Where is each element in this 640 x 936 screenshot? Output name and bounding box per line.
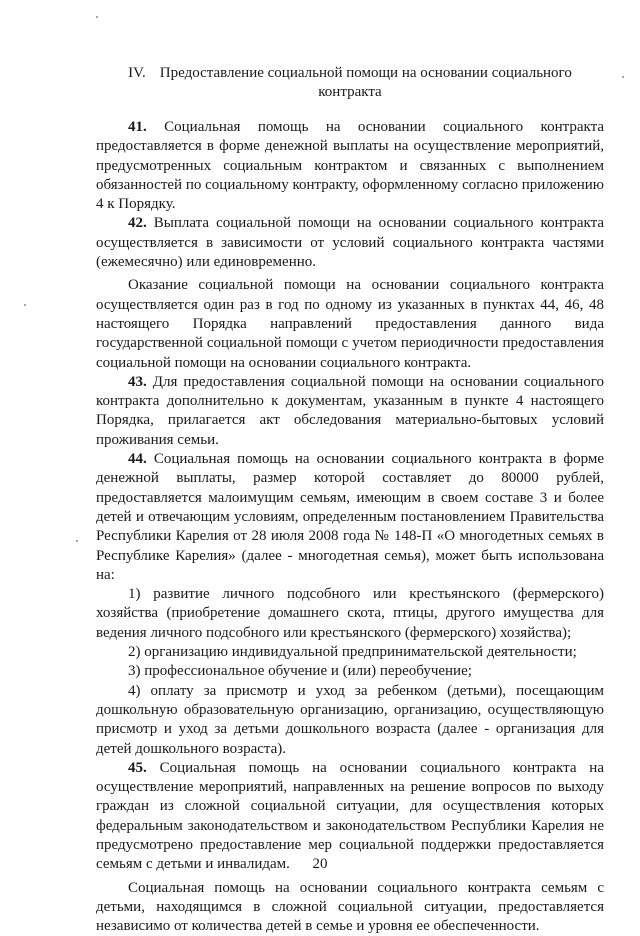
paragraph: 44. Социальная помощь на основании социального контракта в форме денежной выплаты, размер которой составляет до 80000 рублей, предоставляется малоимущим семьям, имеющим в своем составе 3 и более детей и отвечающим условиям, определенным постановлением Правительства Республики Карелия от 28 июля 2008 года № 148-П «О многодетных семьях в Республике Карелия» (далее - многодетная семья), может быть использована на: [96,451,604,583]
clause-number: 44. [128,451,147,468]
clause-number: 41. [128,119,147,135]
document-body [96,118,604,936]
list-item: 2) организацию индивидуальной предпринимательской деятельности; [128,644,577,661]
scan-speck [96,16,98,18]
paragraph: 41. Социальная помощь на основании социального контракта предоставляется в форме денежной выплаты на осуществление мероприятий, предусмотренных социальным контрактом и связанных с выполнением обязанностей по социальному контракту, оформленному согласно приложению 4 к Порядку. [96,119,604,213]
scan-speck [622,76,624,78]
clause-number: 45. [128,759,147,776]
paragraph: Социальная помощь на основании социального контракта семьям с детьми, находящимся в сложной социальной ситуации, предоставляется независимо от количества детей в семье и уровня ее обеспеченности. [96,879,604,935]
paragraph: 45. Социальная помощь на основании социального контракта на осуществление мероприятий, направленных на решение вопросов по выходу граждан из сложной социальной ситуации, для осуществления которых федеральным законодательством и законодательством Республики Карелия не предусмотрено предоставление мер социальной поддержки предоставляется семьям с детьми и инвалидам. [96,759,604,873]
page-number: 20 [312,856,328,872]
list-item: 1) развитие личного подсобного или крестьянского (фермерского) хозяйства (приобретение домашнего скота, птицы, другого имущества для ведения личного подсобного или крестьянского (фермерского) хозяйства); [96,586,604,641]
paragraph: Оказание социальной помощи на основании социального контракта осуществляется один раз в год по одному из указанных в пунктах 44, 46, 48 настоящего Порядка направлений предоставления данного вида государственной социальной помощи с учетом периодичности предоставления социальной помощи на основании социального контракта. [96,277,604,371]
scan-speck [24,304,26,306]
list-item: 4) оплату за присмотр и уход за ребенком (детьми), посещающим дошкольную образовательную организацию, организацию, осуществляющую присмотр и уход за детьми дошкольного возраста (далее - организация для детей дошкольного возраста). [96,682,604,757]
section-title: Предоставление социальной помощи на основании социального контракта [159,65,572,100]
clause-number: 43. [128,373,147,390]
section-number: IV. [128,65,146,81]
list-item: 3) профессиональное обучение и (или) переобучение; [128,663,472,680]
paragraph: 42. Выплата социальной помощи на основании социального контракта осуществляется в зависимости от условий социального контракта частями (ежемесячно) или единовременно. [96,215,604,271]
scan-speck [76,540,78,542]
clause-number: 42. [128,215,147,232]
paragraph: 43. Для предоставления социальной помощи на основании социального контракта дополнительно к документам, указанным в пункте 4 настоящего Порядка, прилагается акт обследования материально-бытовых условий проживания семьи. [96,373,604,448]
section-heading [100,64,600,102]
